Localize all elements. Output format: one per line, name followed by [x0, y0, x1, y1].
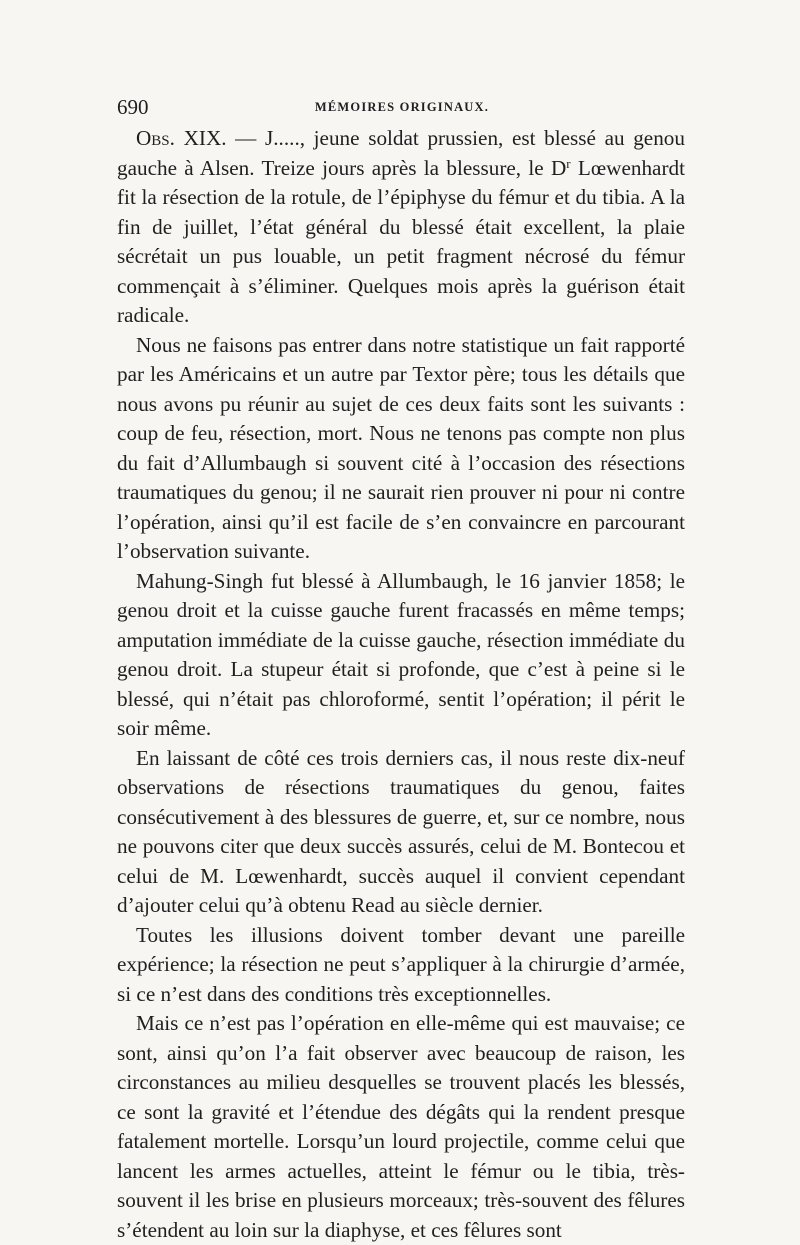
paragraph-statistics: Nous ne faisons pas entrer dans notre statistique un fait rapporté par les Américains et un autre par Textor père; tous les détails que nous avons pu réunir au sujet de ces deux faits sont les suivants : coup de feu, résection, mort. Nous ne tenons pas compte non plus du fait d’Allumbaugh si souvent cité à l’occasion des résections traumatiques du genou; il ne saurait rien prouver ni pour ni contre l’opération, ainsi qu’il est facile de s’en convaincre en parcourant l’observation suivante.: [117, 332, 685, 563]
body-text: [117, 124, 685, 1245]
paragraph-observation-xix: [117, 124, 685, 331]
paragraph-text-continued: Lœwenhardt fit la résection de la rotule, de l’épiphyse du fémur et du tibia. A la fin de juillet, l’état général du blessé était excellent, la plaie sécrétait un pus louable, un petit fragment nécrosé du fémur commençait à s’éliminer. Quelques mois après la guérison était radicale.: [117, 155, 685, 327]
paragraph-mahung-singh: Mahung-Singh fut blessé à Allumbaugh, le 16 janvier 1858; le genou droit et la cuisse gauche furent fracassés en même temps; amputation immédiate de la cuisse gauche, résection immédiate du genou droit. La stupeur était si profonde, que c’est à peine si le blessé, qui n’était pas chloroformé, sentit l’opération; il périt le soir même.: [117, 568, 685, 740]
paragraph-nineteen-observations: En laissant de côté ces trois derniers cas, il nous reste dix-neuf observations de résections traumatiques du genou, faites consécutivement à des blessures de guerre, et, sur ce nombre, nous ne pouvons citer que deux succès assurés, celui de M. Bontecou et celui de M. Lœwenhardt, succès auquel il convient cependant d’ajouter celui qu’à obtenu Read au siècle dernier.: [117, 745, 685, 917]
observation-label: Obs. XIX.: [136, 126, 227, 150]
paragraph-text: — J....., jeune soldat prussien, est blessé au genou gauche à Alsen. Treize jours après la blessure, le D: [117, 126, 685, 180]
doctor-abbrev-superscript: r: [566, 155, 571, 171]
paragraph-illusions: Toutes les illusions doivent tomber devant une pareille expérience; la résection ne peut s’appliquer à la chirurgie d’armée, si ce n’est dans des conditions très exceptionnelles.: [117, 922, 685, 1006]
page-number: 690: [117, 95, 149, 119]
paragraph-operation-circumstances: Mais ce n’est pas l’opération en elle-même qui est mauvaise; ce sont, ainsi qu’on l’a fait observer avec beaucoup de raison, les circonstances au milieu desquelles se trouvent placés les blessés, ce sont la gravité et l’étendue des dégâts qui la rendent presque fatalement mortelle. Lorsqu’un lourd projectile, comme celui que lancent les armes actuelles, atteint le fémur ou le tibia, très-souvent il les brise en plusieurs morceaux; très-souvent des fêlures s’étendent au loin sur la diaphyse, et ces fêlures sont: [117, 1011, 685, 1242]
page-header: [117, 94, 687, 120]
running-title: MÉMOIRES ORIGINAUX.: [314, 100, 490, 114]
